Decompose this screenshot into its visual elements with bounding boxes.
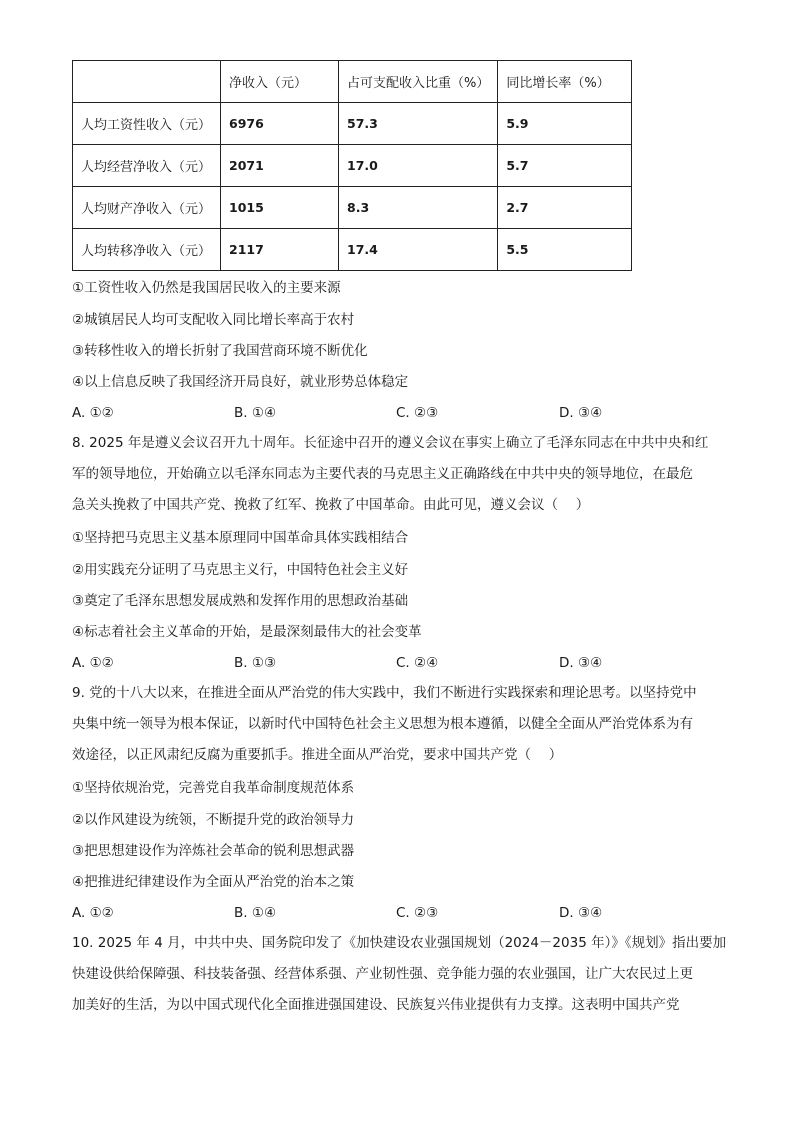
table-row-label: 人均财产净收入（元） [73, 187, 221, 229]
table-cell: 2.7 [498, 187, 632, 229]
stem-line: 10. 2025 年 4 月，中共中央、国务院印发了《加快建设农业强国规划（2024－2035 年）》《规划》指出要加 [72, 935, 727, 951]
option-b: B. ①③ [234, 655, 277, 671]
table-cell: 1015 [221, 187, 339, 229]
table-cell: 8.3 [339, 187, 498, 229]
table-header-cell: 占可支配收入比重（%） [339, 61, 498, 103]
q8-statement: ①坚持把马克思主义基本原理同中国革命具体实践相结合 [72, 530, 409, 546]
q8-statement: ④标志着社会主义革命的开始，是最深刻最伟大的社会变革 [72, 624, 422, 640]
stem-line: 9. 党的十八大以来，在推进全面从严治党的伟大实践中，我们不断进行实践探索和理论思考。以坚持党中 [72, 685, 697, 701]
stem-line: 8. 2025 年是遵义会议召开九十周年。长征途中召开的遵义会议在事实上确立了毛泽东同志在中共中央和红 [72, 435, 709, 451]
table-header-cell: 净收入（元） [221, 61, 339, 103]
q9-stem [72, 678, 724, 771]
stem-line: 急关头挽救了中国共产党、挽救了红军、挽救了中国革命。由此可见，遵义会议（ ） [72, 497, 590, 513]
option-a: A. ①② [72, 655, 114, 671]
option-c: C. ②③ [396, 905, 439, 921]
table-row [73, 145, 632, 187]
table-row-label: 人均工资性收入（元） [73, 103, 221, 145]
option-d: D. ③④ [559, 405, 603, 421]
q9-statement: ③把思想建设作为淬炼社会革命的锐利思想武器 [72, 843, 355, 859]
q9-statement: ②以作风建设为统领，不断提升党的政治领导力 [72, 812, 355, 828]
q7-statement: ③转移性收入的增长折射了我国营商环境不断优化 [72, 343, 368, 359]
option-d: D. ③④ [559, 905, 603, 921]
q8-statement: ③奠定了毛泽东思想发展成熟和发挥作用的思想政治基础 [72, 593, 409, 609]
table-cell: 6976 [221, 103, 339, 145]
option-c: C. ②④ [396, 655, 439, 671]
option-b: B. ①④ [234, 905, 277, 921]
table-cell: 17.0 [339, 145, 498, 187]
table-cell: 57.3 [339, 103, 498, 145]
q8-options [72, 654, 724, 672]
table-row-label: 人均转移净收入（元） [73, 229, 221, 271]
table-cell: 2071 [221, 145, 339, 187]
table-cell: 17.4 [339, 229, 498, 271]
q8-stem [72, 428, 724, 521]
stem-line: 央集中统一领导为根本保证，以新时代中国特色社会主义思想为根本遵循，以健全全面从严治党体系为有 [72, 716, 693, 732]
stem-line: 效途径，以正风肃纪反腐为重要抓手。推进全面从严治党，要求中国共产党（ ） [72, 747, 563, 763]
table-header-cell [73, 61, 221, 103]
table-row [73, 103, 632, 145]
q7-statement: ④以上信息反映了我国经济开局良好，就业形势总体稳定 [72, 374, 409, 390]
table-cell: 5.7 [498, 145, 632, 187]
option-c: C. ②③ [396, 405, 439, 421]
table-row-label: 人均经营净收入（元） [73, 145, 221, 187]
q7-statement: ②城镇居民人均可支配收入同比增长率高于农村 [72, 312, 355, 328]
option-a: A. ①② [72, 905, 114, 921]
q8-statement: ②用实践充分证明了马克思主义行，中国特色社会主义好 [72, 562, 409, 578]
q9-statement: ④把推进纪律建设作为全面从严治党的治本之策 [72, 874, 355, 890]
q7-options [72, 404, 724, 422]
stem-line: 军的领导地位，开始确立以毛泽东同志为主要代表的马克思主义正确路线在中共中央的领导地位，在最危 [72, 466, 693, 482]
table-cell: 5.5 [498, 229, 632, 271]
table-row [73, 187, 632, 229]
option-d: D. ③④ [559, 655, 603, 671]
q7-statement: ①工资性收入仍然是我国居民收入的主要来源 [72, 280, 341, 296]
stem-line: 快建设供给保障强、科技装备强、经营体系强、产业韧性强、竞争能力强的农业强国，让广大农民过上更 [72, 966, 693, 982]
table-header-row [73, 61, 632, 103]
table-cell: 5.9 [498, 103, 632, 145]
table-header-cell: 同比增长率（%） [498, 61, 632, 103]
table-row [73, 229, 632, 271]
q9-options [72, 904, 724, 922]
stem-line: 加美好的生活，为以中国式现代化全面推进强国建设、民族复兴伟业提供有力支撑。这表明中国共产党 [72, 997, 680, 1013]
q10-stem [72, 928, 727, 1021]
option-b: B. ①④ [234, 405, 277, 421]
income-table [72, 60, 632, 271]
table-cell: 2117 [221, 229, 339, 271]
q9-statement: ①坚持依规治党，完善党自我革命制度规范体系 [72, 780, 355, 796]
option-a: A. ①② [72, 405, 114, 421]
